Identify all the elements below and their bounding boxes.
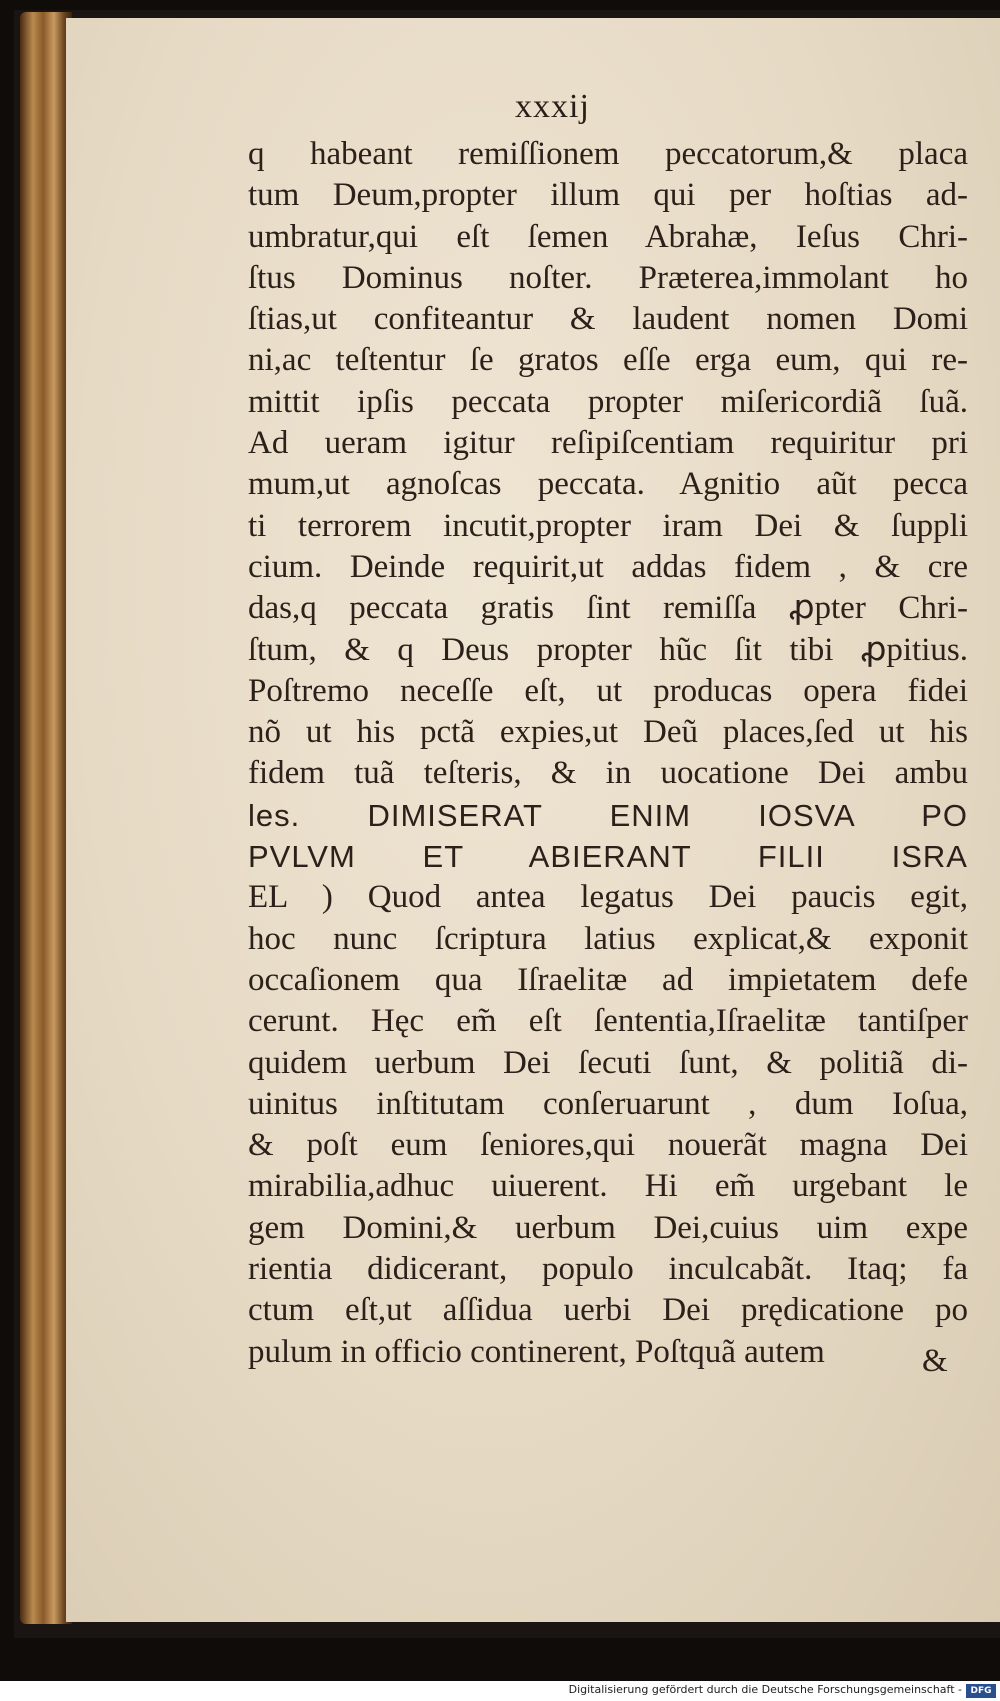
text-line: ni,ac teſtentur ſe gratos eſſe erga eum, qui re- xyxy=(248,342,968,379)
page-number: xxxij xyxy=(515,88,590,125)
text-line: ti terrorem incutit,propter iram Dei & ſuppli xyxy=(248,507,968,544)
text-line: hoc nunc ſcriptura latius explicat,& exponit xyxy=(248,920,968,957)
text-line-caps: PVLVM ET ABIERANT FILII ISRA xyxy=(248,839,968,875)
text-line: ſtum, & q Deus propter hũc ſit tibi ꝓpitius. xyxy=(248,631,968,668)
text-line: tum Deum,propter illum qui per hoſtias ad- xyxy=(248,177,968,214)
text-line-caps: les. DIMISERAT ENIM IOSVA PO xyxy=(248,797,968,833)
text-line: ctum eſt,ut aſſidua uerbi Dei prędicatione po xyxy=(248,1292,968,1329)
text-line: gem Domini,& uerbum Dei,cuius uim expe xyxy=(248,1209,968,1246)
text-line: EL ) Quod antea legatus Dei paucis egit, xyxy=(248,879,968,916)
text-line: ſtus Dominus noſter. Præterea,immolant ho xyxy=(248,259,968,296)
text-line: Ad ueram igitur reſipiſcentiam requiritur pri xyxy=(248,425,968,462)
text-line: & poſt eum ſeniores,qui nouerãt magna Dei xyxy=(248,1127,968,1164)
text-line: das,q peccata gratis ſint remiſſa ꝓpter Chri- xyxy=(248,590,968,627)
dfg-logo: DFG xyxy=(966,1684,996,1698)
text-line: quidem uerbum Dei ſecuti ſunt, & politiã di- xyxy=(248,1044,968,1081)
text-line: pulum in officio continerent, Poſtquã autem xyxy=(248,1333,825,1370)
text-line: rientia didicerant, populo inculcabãt. Itaq; fa xyxy=(248,1251,968,1288)
text-line: ſtias,ut confiteantur & laudent nomen Domi xyxy=(248,301,968,338)
text-line: mum,ut agnoſcas peccata. Agnitio aũt pecca xyxy=(248,466,968,503)
text-line: umbratur,qui eſt ſemen Abrahæ, Ieſus Chri- xyxy=(248,218,968,255)
text-line: q habeant remiſſionem peccatorum,& placa xyxy=(248,136,968,172)
text-line: mirabilia,adhuc uiuerent. Hi em̃ urgebant le xyxy=(248,1168,968,1205)
book-page-edges xyxy=(20,12,72,1624)
text-line: occaſionem qua Iſraelitæ ad impietatem defe xyxy=(248,961,968,998)
text-line: fidem tuã teſteris, & in uocatione Dei ambu xyxy=(248,755,968,792)
footer-credit: Digitalisierung gefördert durch die Deutsche Forschungsgemeinschaft - xyxy=(568,1683,962,1696)
text-line: uinitus inſtitutam conſeruarunt , dum Ioſua, xyxy=(248,1085,968,1122)
text-line: Poſtremo neceſſe eſt, ut producas opera fidei xyxy=(248,672,968,709)
catchword: & xyxy=(922,1343,948,1379)
text-block xyxy=(248,134,968,1373)
text-line: cerunt. Hęc em̃ eſt ſententia,Iſraelitæ tantiſper xyxy=(248,1003,968,1040)
text-line: cium. Deinde requirit,ut addas fidem , & cre xyxy=(248,548,968,585)
text-line: nõ ut his pctã expies,ut Deũ places,ſed ut his xyxy=(248,714,968,751)
text-line: mittit ipſis peccata propter miſericordiã ſuã. xyxy=(248,383,968,420)
